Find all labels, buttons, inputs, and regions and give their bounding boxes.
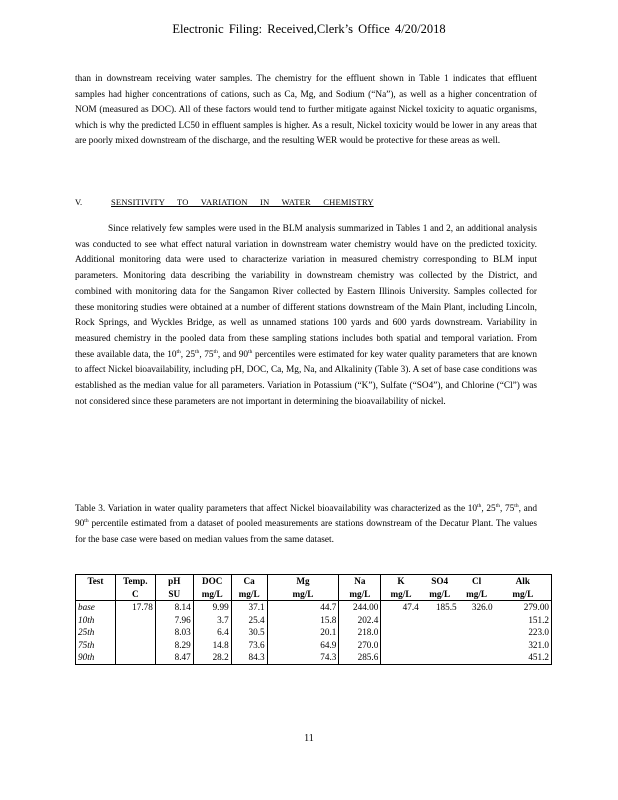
header-cell: Test [76,575,116,588]
cell-doc: 9.99 [193,601,231,614]
cell-na: 285.6 [339,651,381,664]
cell-alk: 321.0 [495,639,552,652]
cell-temp [115,651,155,664]
cell-doc: 3.7 [193,614,231,627]
cell-so4 [421,614,459,627]
cell-cl [459,639,495,652]
cell-na: 202.4 [339,614,381,627]
table-caption: Table 3. Variation in water quality parameters that affect Nickel bioavailability was characterized as the 10th, 25th, 75th, and 90th percentile estimated from a dataset of pooled measurements are stations downstream of the Decatur Plant. The values for the base case were based on median values from the same dataset. [75,502,538,545]
section-title: SENSITIVITY TO VARIATION IN WATER CHEMISTRY [111,197,374,207]
header-cell: Cl [459,575,495,588]
units-cell: mg/L [495,588,552,601]
header-cell: Alk [495,575,552,588]
water-quality-table [75,574,552,665]
cell-mg: 20.1 [267,626,339,639]
cell-cl: 326.0 [471,602,493,613]
cell-ca: 37.1 [231,601,267,614]
units-cell: mg/L [231,588,267,601]
cell-alk: 279.00 [495,601,552,614]
cell-alk: 223.0 [495,626,552,639]
cell-mg: 64.9 [267,639,339,652]
table-row [76,626,552,639]
paragraph-sensitivity: Since relatively few samples were used in the BLM analysis summarized in Tables 1 and 2, an additional analysis was conducted to see what effect natural variation in downstream water chemistry would have on the predicted toxicity. Additional monitoring data were used to characterize variation in measured chemistry corresponding to BLM input parameters. Monitoring data describing the variability in downstream chemistry was collected by the District, and combined with monitoring data for the Sangamon River collected by Eastern Illinois University. Samples collected for these monitoring studies were obtained at a number of different stations downstream of the Main Plant, including Lincoln, Rock Springs, and Wyckles Bridge, as well as unnamed stations 100 yards and 600 yards downstream. Variability in measured chemistry in the pooled data from these sampling stations includes both spatial and temporal variation. From these available data, the 10th, 25th, 75th, and 90th percentiles were estimated for key water quality parameters that are known to affect Nickel bioavailability, including pH, DOC, Ca, Mg, Na, and Alkalinity (Table 3). A set of base case conditions was established as the median value for all parameters. Variation in Potassium (“K”), Sulfate (“SO4”), and Chlorine (“Cl”) was not considered since these parameters are not important in determining the bioavailability of nickel. [75,224,537,407]
cell-so4 [421,626,459,639]
cell-temp [115,639,155,652]
table-row [76,639,552,652]
units-cell: SU [155,588,193,601]
units-cell: C [115,588,155,601]
cell-k: 47.4 [402,602,419,613]
cell-ca: 25.4 [231,614,267,627]
section-number: V. [75,197,83,207]
cell-temp [115,626,155,639]
units-cell: mg/L [267,588,339,601]
units-cell: mg/L [421,588,459,601]
cell-k [381,651,421,664]
table-units-row [76,588,552,601]
header-cell: Na [339,575,381,588]
paragraph-effluent-chemistry: than in downstream receiving water samples. The chemistry for the effluent shown in Table 1 indicates that effluent samples had higher concentrations of cations, such as Ca, Mg, and Sodium (“Na”), as well as a higher concentration of NOM (measured as DOC). All of these factors would tend to further mitigate against Nickel toxicity to aquatic organisms, which is why the predicted LC50 in effluent samples is higher. As a result, Nickel toxicity would be lower in any areas that are poorly mixed downstream of the discharge, and the resulting WER would be protective for these areas as well. [75,74,537,147]
cell-alk: 451.2 [495,651,552,664]
cell-ph: 8.29 [155,639,193,652]
cell-ca: 73.6 [231,639,267,652]
table-row [76,651,552,664]
cell-so4: 185.5 [435,602,457,613]
page-number: 11 [304,733,314,744]
cell-mg: 74.3 [267,651,339,664]
cell-doc: 6.4 [193,626,231,639]
cell-so4 [421,651,459,664]
cell-temp [115,614,155,627]
cell-cl [459,626,495,639]
header-cell: SO4 [421,575,459,588]
header-cell: pH [155,575,193,588]
cell-doc: 28.2 [193,651,231,664]
cell-cl [459,614,495,627]
units-cell [76,588,116,601]
filing-header: Electronic Filing: Received,Clerk’s Office 4/20/2018 [172,22,446,36]
cell-k [381,614,421,627]
header-cell: DOC [193,575,231,588]
cell-ph: 8.14 [155,601,193,614]
row-label: 90th [76,651,116,664]
cell-na: 218.0 [339,626,381,639]
header-cell: Mg [267,575,339,588]
cell-ca: 84.3 [231,651,267,664]
cell-ph: 7.96 [155,614,193,627]
table-header-row [76,575,552,588]
cell-so4 [421,639,459,652]
cell-mg: 15.8 [267,614,339,627]
units-cell: mg/L [381,588,421,601]
cell-temp: 17.78 [115,601,155,614]
cell-alk: 151.2 [495,614,552,627]
cell-doc: 14.8 [193,639,231,652]
header-cell: Temp. [115,575,155,588]
table-row [76,614,552,627]
cell-mg: 44.7 [267,601,339,614]
cell-k [381,626,421,639]
cell-ca: 30.5 [231,626,267,639]
cell-na: 244.00 [339,601,381,614]
row-label: 75th [76,639,116,652]
cell-cl [459,651,495,664]
cell-ph: 8.47 [155,651,193,664]
row-label: 10th [76,614,116,627]
cell-na: 270.0 [339,639,381,652]
row-label: 25th [76,626,116,639]
row-label: base [76,601,116,614]
header-cell: Ca [231,575,267,588]
table-row [76,601,552,614]
cell-ph: 8.03 [155,626,193,639]
units-cell: mg/L [339,588,381,601]
header-cell: K [381,575,421,588]
units-cell: mg/L [459,588,495,601]
cell-k [381,639,421,652]
units-cell: mg/L [193,588,231,601]
